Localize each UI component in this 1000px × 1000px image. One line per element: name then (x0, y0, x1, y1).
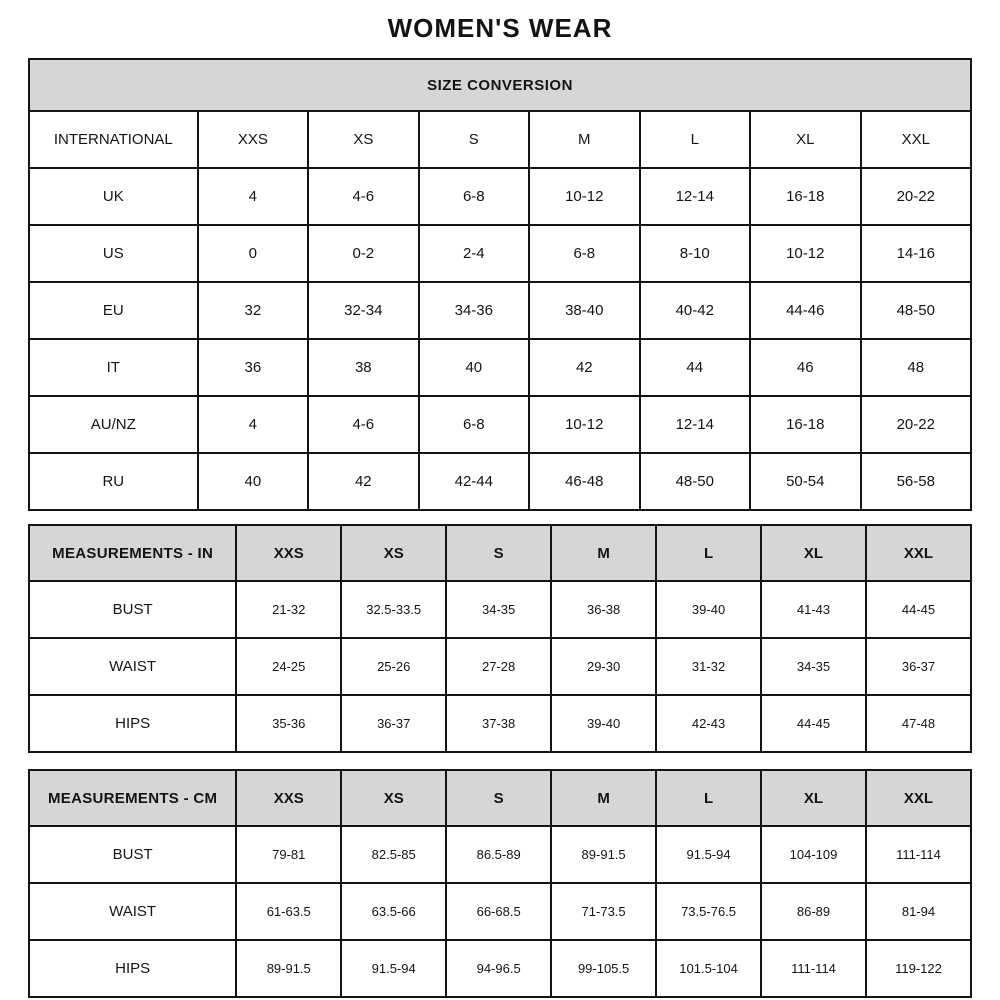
cell-value: 2-4 (419, 225, 529, 282)
row-label: HIPS (29, 940, 236, 997)
cell-value: 10-12 (529, 168, 639, 225)
corner-label: MEASUREMENTS - CM (29, 770, 236, 826)
cell-value: 89-91.5 (551, 826, 656, 883)
row-label: EU (29, 282, 198, 339)
cell-value: 44-45 (866, 581, 971, 638)
cell-value: 38 (308, 339, 418, 396)
cell-value: 39-40 (656, 581, 761, 638)
cell-value: 42-44 (419, 453, 529, 510)
cell-value: 86-89 (761, 883, 866, 940)
table-row (29, 883, 971, 940)
cell-value: 82.5-85 (341, 826, 446, 883)
cell-value: 36-37 (866, 638, 971, 695)
cell-value: 40 (198, 453, 308, 510)
table-row (29, 695, 971, 752)
cell-value: 31-32 (656, 638, 761, 695)
cell-value: 12-14 (640, 396, 750, 453)
cell-value: 36-38 (551, 581, 656, 638)
cell-value: 94-96.5 (446, 940, 551, 997)
cell-value: 111-114 (866, 826, 971, 883)
table-row (29, 581, 971, 638)
cell-value: 16-18 (750, 396, 860, 453)
cell-value: 40-42 (640, 282, 750, 339)
table-row (29, 282, 971, 339)
row-label: US (29, 225, 198, 282)
corner-label: INTERNATIONAL (29, 111, 198, 168)
table-row (29, 940, 971, 997)
size-column-header: S (446, 525, 551, 581)
cell-value: 44-45 (761, 695, 866, 752)
cell-value: 6-8 (419, 168, 529, 225)
measurements-cm-table (28, 769, 972, 998)
cell-value: 119-122 (866, 940, 971, 997)
table-row (29, 826, 971, 883)
measurements-in-table (28, 524, 972, 753)
cell-value: 21-32 (236, 581, 341, 638)
size-column-header: XS (341, 525, 446, 581)
cell-value: 47-48 (866, 695, 971, 752)
row-label: BUST (29, 826, 236, 883)
size-column-header: XXS (236, 770, 341, 826)
table-row (29, 396, 971, 453)
cell-value: 79-81 (236, 826, 341, 883)
row-label: BUST (29, 581, 236, 638)
table-row (29, 339, 971, 396)
size-column-header: M (529, 111, 639, 168)
size-column-header: L (656, 770, 761, 826)
cell-value: 34-35 (446, 581, 551, 638)
cell-value: 34-35 (761, 638, 866, 695)
cell-value: 32.5-33.5 (341, 581, 446, 638)
table-row (29, 168, 971, 225)
cell-value: 44-46 (750, 282, 860, 339)
cell-value: 4-6 (308, 168, 418, 225)
cell-value: 61-63.5 (236, 883, 341, 940)
cell-value: 0-2 (308, 225, 418, 282)
table-title-row (29, 59, 971, 111)
cell-value: 36-37 (341, 695, 446, 752)
cell-value: 12-14 (640, 168, 750, 225)
cell-value: 63.5-66 (341, 883, 446, 940)
cell-value: 10-12 (750, 225, 860, 282)
cell-value: 71-73.5 (551, 883, 656, 940)
cell-value: 104-109 (761, 826, 866, 883)
cell-value: 101.5-104 (656, 940, 761, 997)
row-label: AU/NZ (29, 396, 198, 453)
cell-value: 73.5-76.5 (656, 883, 761, 940)
row-label: WAIST (29, 638, 236, 695)
cell-value: 10-12 (529, 396, 639, 453)
size-column-header: XXL (866, 770, 971, 826)
table-row (29, 225, 971, 282)
cell-value: 42 (308, 453, 418, 510)
size-conversion-table (28, 58, 972, 511)
cell-value: 86.5-89 (446, 826, 551, 883)
cell-value: 25-26 (341, 638, 446, 695)
size-column-header: M (551, 525, 656, 581)
cell-value: 48 (861, 339, 972, 396)
cell-value: 0 (198, 225, 308, 282)
size-column-header: XS (308, 111, 418, 168)
cell-value: 40 (419, 339, 529, 396)
size-column-header: XL (761, 770, 866, 826)
size-column-header: XL (761, 525, 866, 581)
size-column-header: S (419, 111, 529, 168)
size-column-header: XXL (861, 111, 972, 168)
cell-value: 44 (640, 339, 750, 396)
cell-value: 111-114 (761, 940, 866, 997)
page-title: WOMEN'S WEAR (387, 13, 613, 43)
cell-value: 4 (198, 396, 308, 453)
cell-value: 39-40 (551, 695, 656, 752)
cell-value: 81-94 (866, 883, 971, 940)
cell-value: 37-38 (446, 695, 551, 752)
cell-value: 48-50 (861, 282, 972, 339)
cell-value: 24-25 (236, 638, 341, 695)
cell-value: 36 (198, 339, 308, 396)
measurements-in-body (29, 581, 971, 752)
row-label: HIPS (29, 695, 236, 752)
cell-value: 46-48 (529, 453, 639, 510)
row-label: IT (29, 339, 198, 396)
size-column-header: XXL (866, 525, 971, 581)
size-header-row (29, 111, 971, 168)
cell-value: 99-105.5 (551, 940, 656, 997)
size-column-header: XXS (198, 111, 308, 168)
size-column-header: XL (750, 111, 860, 168)
row-label: WAIST (29, 883, 236, 940)
cell-value: 66-68.5 (446, 883, 551, 940)
cell-value: 46 (750, 339, 860, 396)
cell-value: 56-58 (861, 453, 972, 510)
cell-value: 35-36 (236, 695, 341, 752)
cell-value: 6-8 (419, 396, 529, 453)
cell-value: 32 (198, 282, 308, 339)
size-column-header: S (446, 770, 551, 826)
cell-value: 14-16 (861, 225, 972, 282)
cell-value: 41-43 (761, 581, 866, 638)
size-header-row (29, 525, 971, 581)
size-conversion-body (29, 168, 971, 510)
cell-value: 29-30 (551, 638, 656, 695)
cell-value: 32-34 (308, 282, 418, 339)
size-column-header: L (640, 111, 750, 168)
row-label: UK (29, 168, 198, 225)
cell-value: 4-6 (308, 396, 418, 453)
cell-value: 6-8 (529, 225, 639, 282)
cell-value: 48-50 (640, 453, 750, 510)
cell-value: 34-36 (419, 282, 529, 339)
cell-value: 42-43 (656, 695, 761, 752)
row-label: RU (29, 453, 198, 510)
cell-value: 4 (198, 168, 308, 225)
cell-value: 20-22 (861, 168, 972, 225)
cell-value: 50-54 (750, 453, 860, 510)
size-header-row (29, 770, 971, 826)
cell-value: 16-18 (750, 168, 860, 225)
cell-value: 27-28 (446, 638, 551, 695)
table-row (29, 638, 971, 695)
corner-label: MEASUREMENTS - IN (29, 525, 236, 581)
cell-value: 20-22 (861, 396, 972, 453)
cell-value: 91.5-94 (656, 826, 761, 883)
cell-value: 91.5-94 (341, 940, 446, 997)
cell-value: 89-91.5 (236, 940, 341, 997)
size-conversion-title: SIZE CONVERSION (29, 59, 971, 111)
cell-value: 8-10 (640, 225, 750, 282)
table-row (29, 453, 971, 510)
cell-value: 42 (529, 339, 639, 396)
size-column-header: XS (341, 770, 446, 826)
size-column-header: XXS (236, 525, 341, 581)
cell-value: 38-40 (529, 282, 639, 339)
measurements-cm-body (29, 826, 971, 997)
size-column-header: L (656, 525, 761, 581)
size-column-header: M (551, 770, 656, 826)
